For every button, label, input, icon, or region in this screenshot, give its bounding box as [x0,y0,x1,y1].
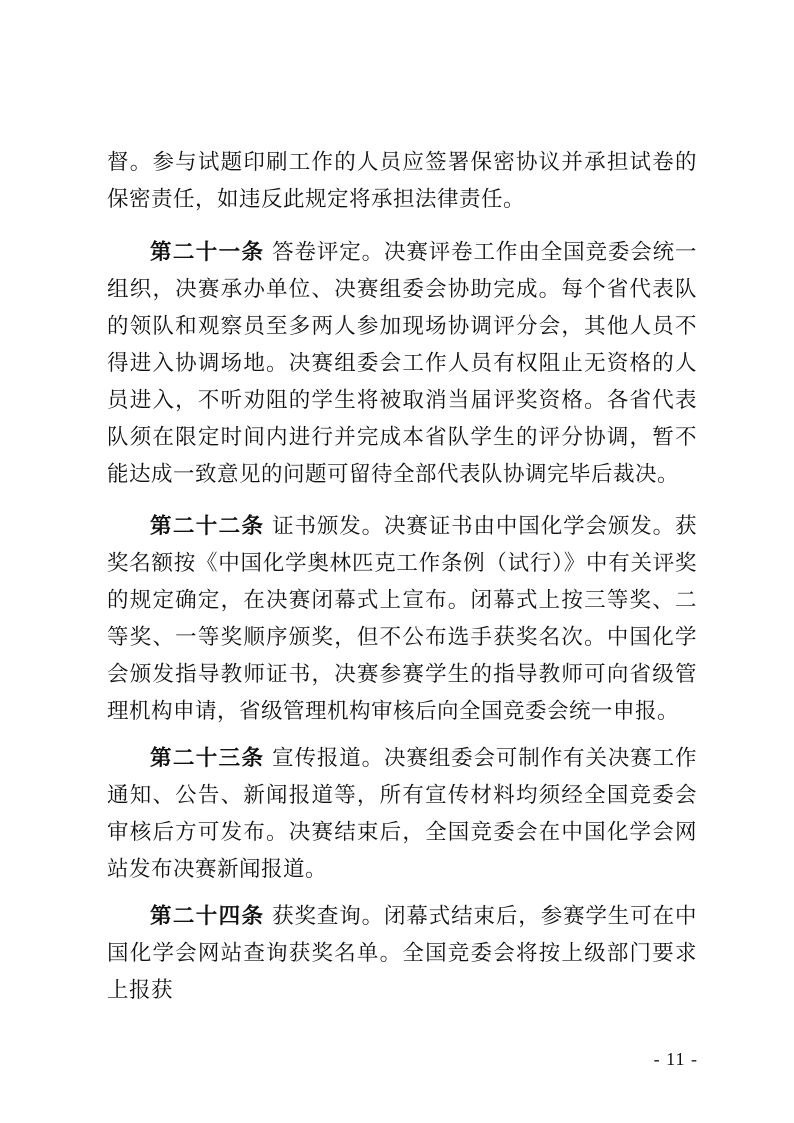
article-text: 宣传报道。决赛组委会可制作有关决赛工作通知、公告、新闻报道等，所有宣传材料均须经全国竞委会审核后方可发布。决赛结束后，全国竞委会在中国化学会网站发布决赛新闻报道。 [107,746,697,882]
article-text: 证书颁发。决赛证书由中国化学会颁发。获奖名额按《中国化学奥林匹克工作条例（试行）》中有关评奖的规定确定，在决赛闭幕式上宣布。闭幕式上按三等奖、二等奖、一等奖顺序颁奖，但不公布选手获奖名次。中国化学会颁发指导教师证书，决赛参赛学生的指导教师可向省级管理机构申请，省级管理机构审核后向全国竞委会统一申报。 [107,514,697,724]
paragraph-text: 督。参与试题印刷工作的人员应签署保密协议并承担试卷的保密责任，如违反此规定将承担法律责任。 [107,150,697,212]
article-heading: 第二十四条 [150,904,265,929]
article-22 [107,508,697,730]
article-text: 答卷评定。决赛评卷工作由全国竞委会统一组织，决赛承办单位、决赛组委会协助完成。每个省代表队的领队和观察员至多两人参加现场协调评分会，其他人员不得进入协调场地。决赛组委会工作人员有权阻止无资格的人员进入，不听劝阻的学生将被取消当届评奖资格。各省代表队须在限定时间内进行并完成本省队学生的评分协调，暂不能达成一致意见的问题可留待全部代表队协调完毕后裁决。 [107,240,697,487]
article-text: 获奖查询。闭幕式结束后，参赛学生可在中国化学会网站查询获奖名单。全国竞委会将按上级部门要求上报获 [107,904,697,1003]
article-24 [107,898,697,1009]
paragraph-continuation [107,144,697,218]
article-heading: 第二十三条 [150,746,265,771]
article-23 [107,740,697,888]
article-heading: 第二十一条 [150,240,265,265]
page-number: - 11 - [653,1049,698,1069]
article-heading: 第二十二条 [150,514,265,539]
article-21 [107,234,697,493]
